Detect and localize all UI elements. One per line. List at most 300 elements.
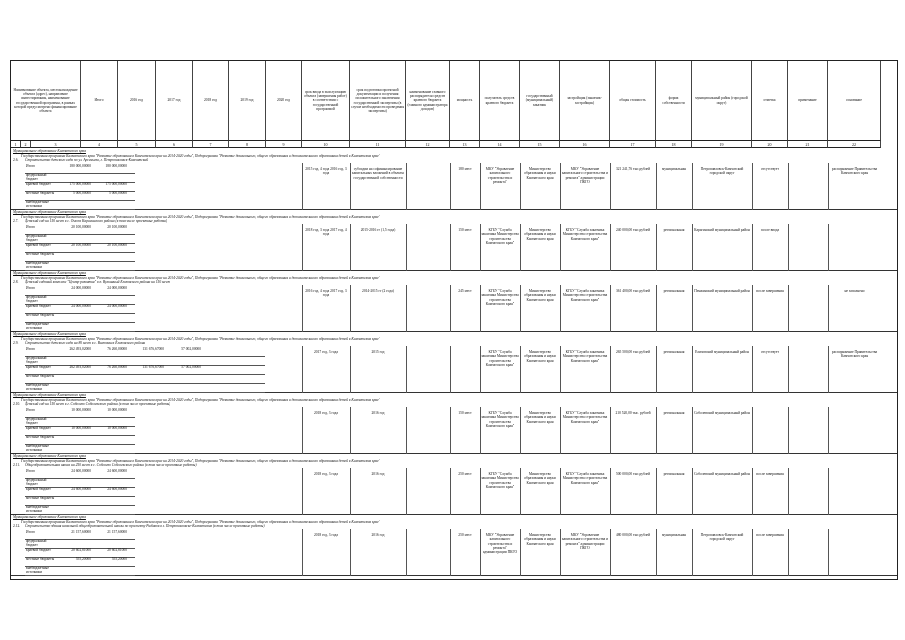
total-cost-cell: 480 000,00 тыс.рублей xyxy=(615,533,651,537)
column-divider xyxy=(692,285,693,332)
municipality-label: Муниципальное образование Камчатского края xyxy=(13,454,86,458)
finance-value: 57 002,00000 xyxy=(181,347,201,351)
finance-label: внебюджетные источники xyxy=(26,566,49,575)
recipient-cell: КГБУ "Служба заказчика Министерства строительства Камчатского края" xyxy=(481,472,519,489)
column-number: 7 xyxy=(193,141,229,148)
finance-value: 10 000,00000 xyxy=(71,408,91,412)
column-divider xyxy=(788,529,789,576)
header-cell: наименование главного распорядителя средств краевого бюджета (главного администратора доходов) xyxy=(406,61,450,141)
project-doc-cell: 2015-2016 гг (1,5 года) xyxy=(360,228,396,232)
column-divider xyxy=(520,285,521,332)
project-doc-cell: 2016 год xyxy=(371,411,385,415)
header-cell: застройщик (заказчик-застройщик) xyxy=(560,61,610,141)
column-divider xyxy=(450,285,451,332)
project-doc-cell: 2015 год xyxy=(371,350,385,354)
completion-term-cell: 2018 год, 3 года xyxy=(314,533,338,537)
object-name: Общеобразовательная школа на 250 мест в с. Соболево Соболевского района (в том числе проектные работы) xyxy=(25,463,197,467)
column-divider xyxy=(656,407,657,454)
column-number: 13 xyxy=(450,141,480,148)
finance-value: 21 157,60000 xyxy=(71,530,91,534)
header-cell: Наименование объекта, местонахождение объекта (адрес), направление инвестирования, наименование государственной программы, в рамках которой предусмотрено финансирование объекта xyxy=(11,61,81,141)
object-number: 2.11. xyxy=(13,463,21,467)
object-name: Детский сад на 150 мест в с. Ossora Карагинского района (в том числе проектные работы) xyxy=(25,219,168,223)
header-cell: муниципальный район (городской округ) xyxy=(692,61,752,141)
finance-label: краевой бюджет xyxy=(26,365,51,369)
capacity-cell xyxy=(451,350,479,390)
finance-value: 76 260,00000 xyxy=(107,365,127,369)
recipient-cell: КГБУ "Служба заказчика Министерства строительства Камчатского края" xyxy=(481,411,519,428)
program-label: Государственная программа Камчатского края "Развитие образования в Камчатском крае на 2014-2020 годы", Подпрограмма "Развитие дошкольного, общего образования и дополнительного образования детей в Камчатском крае" xyxy=(21,458,381,463)
district-cell: Соболевский муниципальный район xyxy=(694,472,750,476)
header-cell: общая стоимость xyxy=(610,61,656,141)
builder-cell: КГБУ "Служба заказчика Министерства строительства Камчатского края" xyxy=(562,472,608,485)
object-section xyxy=(11,393,897,454)
column-divider xyxy=(692,529,693,576)
finance-value: 20 100,00000 xyxy=(107,243,127,247)
column-divider xyxy=(450,224,451,271)
finance-value: 76 260,00000 xyxy=(107,347,127,351)
finance-row xyxy=(25,261,135,271)
mark-cell: после завершения xyxy=(756,533,784,537)
program-label: Государственная программа Камчатского края "Развитие образования в Камчатском крае на 2014-2020 годы", Подпрограмма "Развитие дошкольного, общего образования и дополнительного образования детей в Камчатском крае" xyxy=(21,214,381,219)
finance-label: внебюджетные источники xyxy=(26,444,49,453)
finance-label: внебюджетные источники xyxy=(26,505,49,514)
finance-table xyxy=(25,469,285,514)
column-divider xyxy=(520,529,521,576)
finance-value: 262 493,02000 xyxy=(69,347,91,351)
column-divider xyxy=(480,224,481,271)
column-divider xyxy=(302,285,303,332)
column-divider xyxy=(560,224,561,271)
column-divider xyxy=(406,285,407,332)
finance-label: Итого xyxy=(26,469,36,473)
column-divider xyxy=(610,163,611,210)
finance-table xyxy=(25,286,285,331)
column-divider xyxy=(828,285,829,332)
object-name: Строительство детского сада по ул. Арсеньева, г. Петропавловск-Камчатский xyxy=(25,158,149,162)
header-cell: отметка xyxy=(752,61,788,141)
finance-table xyxy=(25,164,285,209)
column-number: 17 xyxy=(610,141,656,148)
finance-label: федеральный бюджет xyxy=(26,539,47,548)
finance-value: 262 493,02000 xyxy=(69,365,91,369)
ownership-cell: муниципальная xyxy=(662,167,686,171)
finance-table xyxy=(25,347,285,392)
column-number: 16 xyxy=(560,141,610,148)
project-doc-cell: 2014-2015 гг (2 года) xyxy=(362,289,394,293)
municipality-label: Муниципальное образование Камчатского края xyxy=(13,149,86,153)
column-divider xyxy=(788,285,789,332)
finance-label: местные бюджеты xyxy=(26,313,55,317)
column-divider xyxy=(828,407,829,454)
finance-label: федеральный бюджет xyxy=(26,417,47,426)
header-cell: государственный (муниципальный) заказчик xyxy=(520,61,560,141)
object-number: 2.9. xyxy=(13,341,19,345)
column-divider xyxy=(656,346,657,393)
column-divider xyxy=(480,468,481,515)
municipality-label: Муниципальное образование Камчатского края xyxy=(13,271,86,275)
column-divider xyxy=(610,285,611,332)
finance-label: местные бюджеты xyxy=(26,191,55,195)
district-cell: Соболевский муниципальный район xyxy=(694,411,750,415)
column-divider xyxy=(752,346,753,393)
program-label: Государственная программа Камчатского края "Развитие образования в Камчатском крае на 2014-2020 годы", Подпрограмма "Развитие дошкольного, общего образования и дополнительного образования детей в Камчатском крае" xyxy=(21,336,381,341)
total-cost-cell: 321 241,76 тыс.рублей xyxy=(615,167,651,171)
completion-term-cell: 2018 год, 3 года 2017 год, 4 года xyxy=(305,228,347,237)
column-number: 20 xyxy=(752,141,788,148)
finance-label: внебюджетные источники xyxy=(26,322,49,331)
column-divider xyxy=(828,529,829,576)
district-cell: Петропавловск-Камчатский городской округ xyxy=(700,167,744,176)
capacity-cell: 150 мест xyxy=(458,228,472,232)
column-divider xyxy=(788,407,789,454)
column-number: 21 xyxy=(788,141,828,148)
column-number: 22 xyxy=(828,141,881,148)
finance-label: краевой бюджет xyxy=(26,182,51,186)
finance-value: 10 000,00000 xyxy=(71,426,91,430)
finance-label: внебюджетные источники xyxy=(26,383,49,392)
builder-cell: КГБУ "Служба заказчика Министерства строительства Камчатского края" xyxy=(562,411,608,424)
header-cell: получатель средств краевого бюджета xyxy=(480,61,520,141)
recipient-cell: МКУ "Управление капитального строительства и ремонта" администрации ПКГО xyxy=(482,533,518,555)
completion-term-cell: 2015 год, 4 года 2016 год, 3 года xyxy=(305,167,347,176)
column-divider xyxy=(610,529,611,576)
project-doc-cell: 2016 год xyxy=(371,472,385,476)
column-divider xyxy=(692,468,693,515)
column-divider xyxy=(610,346,611,393)
finance-label: федеральный бюджет xyxy=(26,173,47,182)
column-divider xyxy=(450,407,451,454)
finance-label: Итого xyxy=(26,408,36,412)
column-number: 3 xyxy=(31,141,81,148)
column-number: 8 xyxy=(229,141,266,148)
header-cell: 2017 год xyxy=(156,61,193,141)
column-divider xyxy=(560,163,561,210)
column-divider xyxy=(692,407,693,454)
finance-label: краевой бюджет xyxy=(26,304,51,308)
finance-value: 10 000,00000 xyxy=(107,426,127,430)
header-cell: 2018 год xyxy=(193,61,229,141)
column-divider xyxy=(520,407,521,454)
column-divider xyxy=(692,163,693,210)
object-number: 2.6. xyxy=(13,158,19,162)
column-divider xyxy=(520,346,521,393)
finance-label: краевой бюджет xyxy=(26,243,51,247)
basis-cell: распоряжение Правительства Камчатского края xyxy=(831,350,878,359)
ministry-cell: Министерство образования и науки Камчатского края xyxy=(524,289,556,302)
ownership-cell: региональная xyxy=(663,289,685,293)
finance-value: 57 002,00000 xyxy=(181,365,201,369)
column-divider xyxy=(788,346,789,393)
column-divider xyxy=(656,224,657,271)
finance-value: 20 100,00000 xyxy=(107,225,127,229)
column-divider xyxy=(302,468,303,515)
column-divider xyxy=(302,224,303,271)
basis-cell xyxy=(829,228,880,268)
basis-cell xyxy=(829,472,880,512)
column-divider xyxy=(752,468,753,515)
finance-value: 180 000,00000 xyxy=(69,164,91,168)
object-name: Детский садовый комплекс "Центр развития" в п. Вулканный Елизовского района на 150 мест xyxy=(25,280,171,284)
object-name: Строительство детского сада на 80 мест в с. Вилючинск Елизовского района xyxy=(25,341,146,345)
finance-value: 131 676,67000 xyxy=(142,365,164,369)
column-divider xyxy=(560,407,561,454)
column-divider xyxy=(350,468,351,515)
column-number: 12 xyxy=(406,141,450,148)
finance-value: 24 600,00000 xyxy=(107,469,127,473)
ownership-cell: региональная xyxy=(663,472,685,476)
mark-cell: отсутствует xyxy=(761,167,779,171)
object-section xyxy=(11,332,897,393)
column-divider xyxy=(828,163,829,210)
column-number: 15 xyxy=(520,141,560,148)
total-cost-cell: 361 400,00 тыс.рублей xyxy=(615,289,651,293)
column-divider xyxy=(610,224,611,271)
column-divider xyxy=(656,285,657,332)
column-divider xyxy=(788,468,789,515)
header-cell: мощность xyxy=(450,61,480,141)
column-divider xyxy=(560,468,561,515)
capacity-cell: 250 мест xyxy=(458,533,472,537)
column-divider xyxy=(350,529,351,576)
mark-cell: после ввода xyxy=(760,228,780,232)
program-label: Государственная программа Камчатского края "Развитие образования в Камчатском крае на 2014-2020 годы", Подпрограмма "Развитие дошкольного, общего образования и дополнительного образования детей в Камчатском крае" xyxy=(21,275,381,280)
municipality-label: Муниципальное образование Камчатского края xyxy=(13,515,86,519)
object-section xyxy=(11,210,897,271)
finance-label: федеральный бюджет xyxy=(26,356,47,365)
total-cost-cell: 265 500,00 тыс.рублей xyxy=(615,350,651,354)
column-divider xyxy=(656,163,657,210)
column-divider xyxy=(406,529,407,576)
column-divider xyxy=(350,224,351,271)
builder-cell: КГБУ "Служба заказчика Министерства строительства Камчатского края" xyxy=(562,350,608,363)
column-divider xyxy=(828,346,829,393)
total-cost-cell: 500 000,00 тыс.рублей xyxy=(615,472,651,476)
finance-label: федеральный бюджет xyxy=(26,478,47,487)
program-label: Государственная программа Камчатского края "Развитие образования в Камчатском крае на 2014-2020 годы", Подпрограмма "Развитие дошкольного, общего образования и дополнительного образования детей в Камчатском крае" xyxy=(21,519,381,524)
finance-label: местные бюджеты xyxy=(26,374,55,378)
district-cell: Пенжинский муниципальный район xyxy=(694,289,750,293)
column-divider xyxy=(350,346,351,393)
column-divider xyxy=(752,285,753,332)
column-divider xyxy=(752,224,753,271)
column-divider xyxy=(560,285,561,332)
finance-label: местные бюджеты xyxy=(26,557,55,561)
finance-row xyxy=(25,200,135,210)
capacity-cell: 150 мест xyxy=(458,411,472,415)
finance-label: Итого xyxy=(26,530,36,534)
column-number: 6 xyxy=(156,141,193,148)
document-table xyxy=(10,60,898,580)
finance-row xyxy=(25,505,135,515)
column-divider xyxy=(302,407,303,454)
column-divider xyxy=(480,529,481,576)
column-divider xyxy=(302,163,303,210)
finance-value: 175 000,00000 xyxy=(105,182,127,186)
finance-value: 131 676,67000 xyxy=(142,347,164,351)
builder-cell: МКУ "Управление капитального строительства и ремонта" администрации ПКГО xyxy=(561,167,609,184)
finance-label: внебюджетные источники xyxy=(26,261,49,270)
completion-term-cell: 2017 год, 3 года xyxy=(314,350,338,354)
municipality-label: Муниципальное образование Камчатского края xyxy=(13,210,86,214)
header-cell: примечание xyxy=(788,61,828,141)
object-number: 2.10. xyxy=(13,402,21,406)
column-divider xyxy=(480,163,481,210)
object-section xyxy=(11,271,897,332)
completion-term-cell: 2018 год, 3 года xyxy=(314,472,338,476)
finance-label: Итого xyxy=(26,225,36,229)
header-cell: срок ввода в эксплуатацию объекта (завершения работ) в соответствии с государственной программой xyxy=(302,61,350,141)
column-divider xyxy=(656,468,657,515)
header-cell: форма собственности xyxy=(656,61,692,141)
column-divider xyxy=(692,346,693,393)
finance-value: 24 600,00000 xyxy=(71,487,91,491)
ministry-cell: Министерство образования и науки Камчатского края xyxy=(524,411,556,424)
column-divider xyxy=(480,285,481,332)
finance-value: 21 157,60000 xyxy=(107,530,127,534)
finance-value: 20 602,81000 xyxy=(107,548,127,552)
finance-value: 24 000,00000 xyxy=(71,304,91,308)
header-cell: 2016 год xyxy=(118,61,156,141)
column-number: 19 xyxy=(692,141,752,148)
basis-cell: распоряжение Правительства Камчатского края xyxy=(831,167,878,176)
ministry-cell: Министерство образования и науки Камчатского края xyxy=(524,533,556,546)
column-divider xyxy=(406,224,407,271)
ministry-cell: Министерство образования и науки Камчатского края xyxy=(524,350,556,363)
recipient-cell: КГБУ "Служба заказчика Министерства строительства Камчатского края" xyxy=(481,350,519,367)
column-divider xyxy=(450,468,451,515)
finance-table xyxy=(25,530,285,575)
column-number: 9 xyxy=(266,141,302,148)
finance-value: 5 000,00000 xyxy=(73,191,91,195)
column-number: 1 xyxy=(11,141,21,148)
finance-row xyxy=(25,322,135,332)
object-name: Детский сад на 150 мест в г. Соболево Соболевского района (в том числе проектные работы) xyxy=(25,402,171,406)
column-number: 10 xyxy=(302,141,350,148)
finance-value: 180 000,00000 xyxy=(105,164,127,168)
ownership-cell: региональная xyxy=(663,411,685,415)
column-divider xyxy=(406,163,407,210)
finance-label: Итого xyxy=(26,286,36,290)
ministry-cell: Министерство образования и науки Камчатского края xyxy=(524,228,556,241)
column-number: 14 xyxy=(480,141,520,148)
column-divider xyxy=(656,529,657,576)
finance-value: 24 000,00000 xyxy=(107,304,127,308)
finance-row xyxy=(25,566,135,576)
column-number: 5 xyxy=(118,141,156,148)
column-divider xyxy=(828,224,829,271)
finance-value: 24 600,00000 xyxy=(71,469,91,473)
column-divider xyxy=(350,163,351,210)
header-cell: срок подготовки проектной документации и получения положительного заключения государственной экспертизы (в случае необходимости проведения экспертизы) xyxy=(350,61,406,141)
object-number: 2.8. xyxy=(13,280,19,284)
program-label: Государственная программа Камчатского края "Развитие образования в Камчатском крае на 2014-2020 годы", Подпрограмма "Развитие дошкольного, общего образования и дополнительного образования детей в Камчатском крае" xyxy=(21,153,381,158)
ministry-cell: Министерство образования и науки Камчатского края xyxy=(524,167,556,180)
program-label: Государственная программа Камчатского края "Развитие образования в Камчатском крае на 2014-2020 годы", Подпрограмма "Развитие дошкольного, общего образования и дополнительного образования детей в Камчатском крае" xyxy=(21,397,381,402)
capacity-cell: 250 мест xyxy=(458,472,472,476)
finance-table xyxy=(25,225,285,270)
finance-label: федеральный бюджет xyxy=(26,234,47,243)
column-divider xyxy=(480,346,481,393)
finance-value: 24 000,00000 xyxy=(71,286,91,290)
finance-row xyxy=(25,383,265,393)
header-cell: 2019 год xyxy=(229,61,266,141)
column-divider xyxy=(520,468,521,515)
recipient-cell: КГБУ "Служба заказчика Министерства строительства Камчатского края" xyxy=(481,289,519,306)
column-number: 18 xyxy=(656,141,692,148)
column-divider xyxy=(450,529,451,576)
municipality-label: Муниципальное образование Камчатского края xyxy=(13,332,86,336)
header-cell: Итого xyxy=(81,61,118,141)
column-divider xyxy=(480,407,481,454)
column-divider xyxy=(450,163,451,210)
column-divider xyxy=(560,346,561,393)
project-doc-cell: 2016 год xyxy=(371,533,385,537)
column-divider xyxy=(752,163,753,210)
mark-cell xyxy=(753,411,787,451)
finance-label: местные бюджеты xyxy=(26,496,55,500)
municipality-label: Муниципальное образование Камчатского края xyxy=(13,393,86,397)
finance-value: 555,20000 xyxy=(111,557,127,561)
column-divider xyxy=(406,407,407,454)
completion-term-cell: 2018 год, 3 года xyxy=(314,411,338,415)
builder-cell: КГБУ "Служба заказчика Министерства строительства Камчатского края" xyxy=(562,228,608,241)
column-divider xyxy=(610,468,611,515)
basis-cell xyxy=(829,411,880,451)
finance-label: местные бюджеты xyxy=(26,252,55,256)
total-cost-cell: 240 000,00 тыс.рублей xyxy=(615,228,651,232)
column-divider xyxy=(752,529,753,576)
recipient-cell: МКУ "Управление капитального строительства и ремонта" xyxy=(485,167,515,184)
mark-cell: отсутствует xyxy=(761,350,779,354)
builder-cell: КГБУ "Служба заказчика Министерства строительства Камчатского края" xyxy=(562,289,608,302)
builder-cell: МКУ "Управление капитального строительства и ремонта" администрации ПКГО xyxy=(561,533,609,550)
ministry-cell: Министерство образования и науки Камчатского края xyxy=(524,472,556,485)
column-divider xyxy=(302,346,303,393)
column-divider xyxy=(520,224,521,271)
finance-value: 555,20000 xyxy=(75,557,91,561)
column-divider xyxy=(610,407,611,454)
capacity-cell: 180 мест xyxy=(458,167,472,171)
finance-label: краевой бюджет xyxy=(26,548,51,552)
header-cell: основание xyxy=(828,61,881,141)
project-doc-cell: субсидии на софинансирование капитальных вложений в объекты государственной собственности xyxy=(352,167,404,180)
object-name: Строительство здания начальной общеобразовательной школы по проспекту Рыбаков в г. Петропавловске-Камчатском (в том числе проектные работы) xyxy=(25,524,265,528)
ownership-cell: муниципальная xyxy=(662,533,686,537)
column-divider xyxy=(560,529,561,576)
column-number: 4 xyxy=(81,141,118,148)
district-cell: Карагинский муниципальный район xyxy=(694,228,750,232)
total-cost-cell: 210 520,00 тыс. рублей xyxy=(615,411,651,415)
column-divider xyxy=(828,468,829,515)
column-divider xyxy=(450,346,451,393)
ownership-cell: региональная xyxy=(663,228,685,232)
finance-value: 20 602,81000 xyxy=(71,548,91,552)
capacity-cell: 245 мест xyxy=(458,289,472,293)
column-divider xyxy=(406,346,407,393)
column-number: 2 xyxy=(21,141,31,148)
finance-label: местные бюджеты xyxy=(26,435,55,439)
column-divider xyxy=(692,224,693,271)
basis-cell: не заполнено xyxy=(844,289,865,293)
object-section xyxy=(11,454,897,515)
district-cell: Елизовский муниципальный район xyxy=(695,350,749,354)
finance-value: 20 100,00000 xyxy=(71,243,91,247)
object-number: 2.7. xyxy=(13,219,19,223)
finance-value: 24 600,00000 xyxy=(107,487,127,491)
finance-value: 5 000,00000 xyxy=(109,191,127,195)
basis-cell xyxy=(829,533,880,573)
